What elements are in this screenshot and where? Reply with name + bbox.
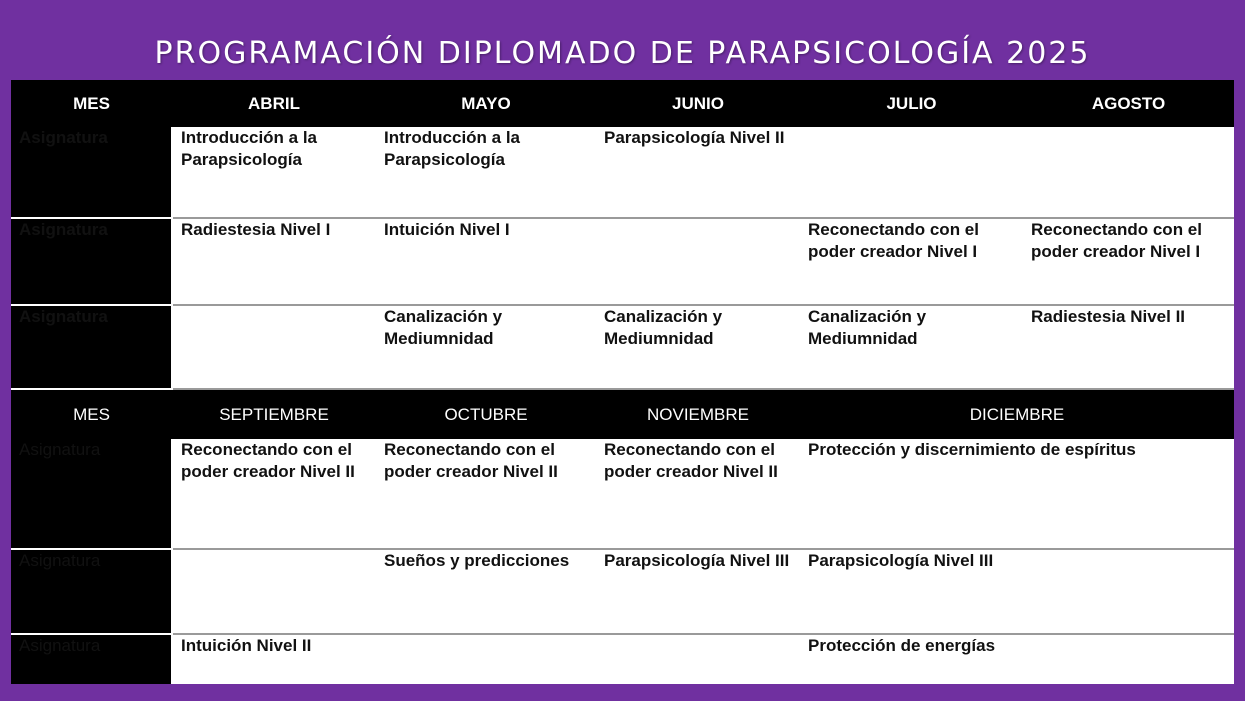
table-row [11,439,1234,549]
header-row-1 [11,80,1234,127]
header-cell: MES [11,389,172,439]
table-cell: Protección y discernimiento de espíritus [800,439,1234,549]
table-cell: Protección de energías [808,636,996,655]
header-cell: SEPTIEMBRE [172,389,376,439]
header-cell: ABRIL [172,80,376,127]
table-row [11,218,1234,305]
table-cell: Reconectando con el poder creador Nivel I [1023,218,1234,305]
table-row [11,127,1234,218]
table-cell [376,634,596,684]
header-cell: OCTUBRE [376,389,596,439]
header-cell: AGOSTO [1023,80,1234,127]
header-cell: JULIO [800,80,1023,127]
table-cell: Canalización y Mediumnidad [800,305,1023,389]
table-cell: Intuición Nivel I [376,218,596,305]
table-cell: Reconectando con el poder creador Nivel II [596,439,800,549]
table-cell: Radiestesia Nivel I [172,218,376,305]
header-cell: JUNIO [596,80,800,127]
table-cell: Canalización y Mediumnidad [376,305,596,389]
table-cell: Sueños y predicciones [376,549,596,634]
row-label: Asignatura [11,218,172,305]
header-cell: MAYO [376,80,596,127]
table-cell [172,549,376,634]
table-cell: Reconectando con el poder creador Nivel I [800,218,1023,305]
table-cell [1023,127,1234,218]
table-cell: Introducción a la Parapsicología [376,127,596,218]
table-cell [596,634,800,684]
row-label: Asignatura [11,634,172,684]
header-row-2 [11,389,1234,439]
header-cell: NOVIEMBRE [596,389,800,439]
table-cell [800,127,1023,218]
header-cell: DICIEMBRE [800,389,1234,439]
table-cell [596,218,800,305]
table-cell: Parapsicología Nivel II [596,127,800,218]
row-label: Asignatura [11,549,172,634]
table-cell: Reconectando con el poder creador Nivel II [376,439,596,549]
table-cell: Intuición Nivel II [181,636,312,655]
row-label: Asignatura [11,305,172,389]
row-label: Asignatura [11,127,172,218]
table-cell: Radiestesia Nivel II [1023,305,1234,389]
table-cell [172,305,376,389]
page-title: PROGRAMACIÓN DIPLOMADO DE PARAPSICOLOGÍA 2025 [154,36,1091,71]
table-cell: Reconectando con el poder creador Nivel II [172,439,376,549]
table-row [11,634,1234,684]
header-cell: MES [11,80,172,127]
row-label: Asignatura [11,439,172,549]
table-row [11,305,1234,389]
schedule-table [11,80,1234,684]
table-cell: Parapsicología Nivel III [800,549,1234,634]
table-cell: Introducción a la Parapsicología [172,127,376,218]
table-row [11,549,1234,634]
table-cell: Parapsicología Nivel III [596,549,800,634]
table-cell: Canalización y Mediumnidad [596,305,800,389]
